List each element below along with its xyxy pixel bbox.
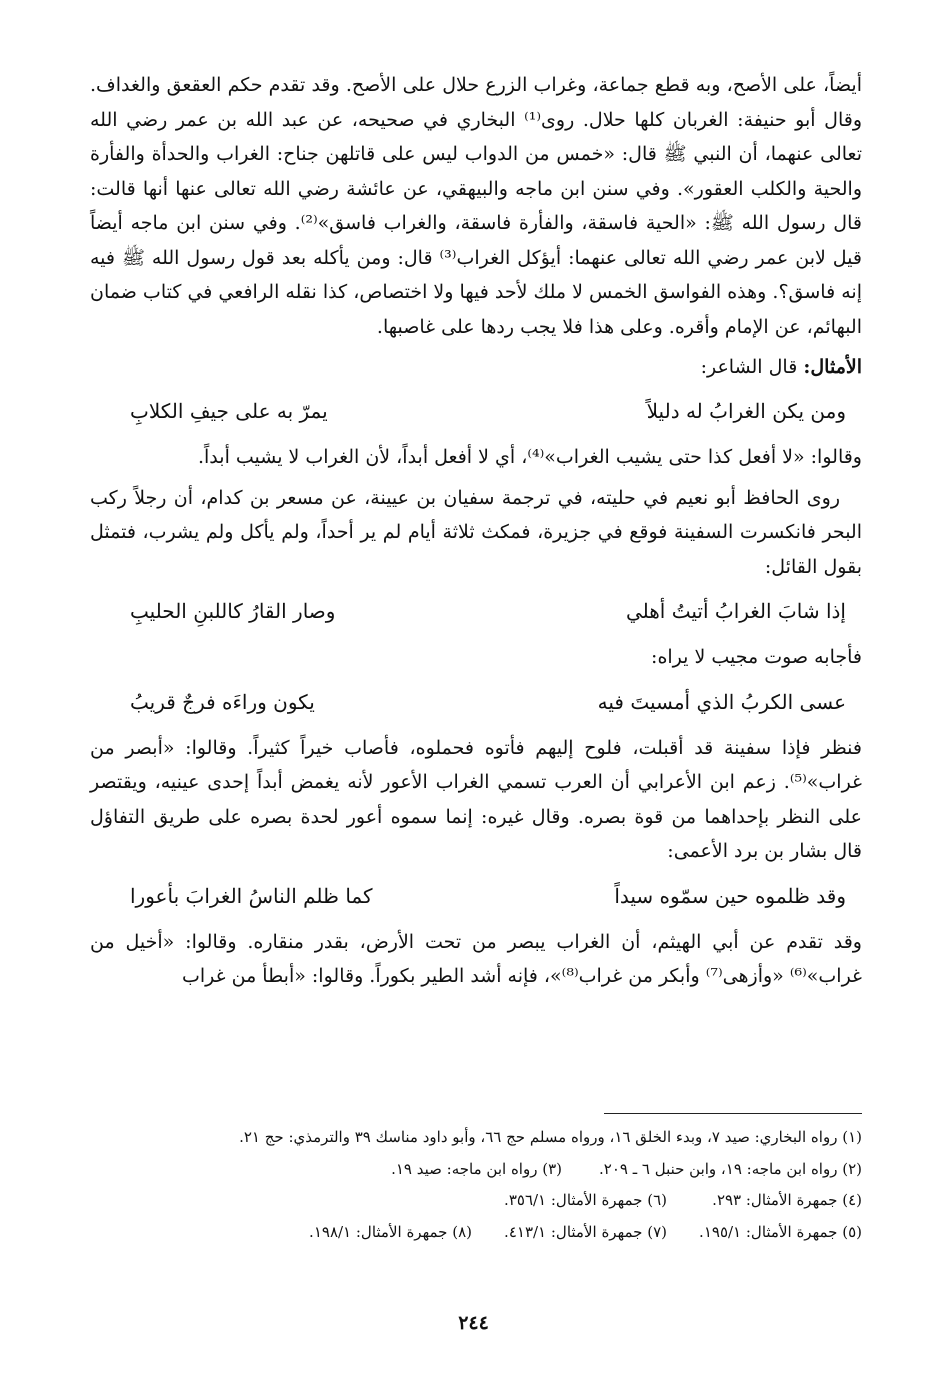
amthal-line [90,350,862,384]
footnote: (٧) جمهرة الأمثال: ٤١٣/١. [504,1222,667,1241]
paragraph: فأجابه صوت مجيب لا يراه: [651,646,862,668]
verse-line [130,394,846,428]
verse-second-hemistich: كما ظلم الناسُ الغرابَ بأعورا [130,883,373,908]
verse-second-hemistich: وصار القارُ كاللبنِ الحليبِ [130,599,336,623]
footnote-separator [604,1113,862,1114]
verse-line [130,594,846,628]
verse-first-hemistich: ومن يكن الغرابُ له دليلاً [646,399,846,423]
verse-second-hemistich: يمرّ به على جيفِ الكلابِ [130,399,328,423]
amthal-heading: الأمثال: [803,356,862,378]
footnote: (٨) جمهرة الأمثال: ١٩٨/١. [309,1222,472,1241]
amthal-intro: قال الشاعر: [700,356,804,378]
verse-first-hemistich: وقد ظلموه حين سمّوه سيداً [614,883,846,908]
footnote: (٥) جمهرة الأمثال: ١٩٥/١. [699,1222,862,1241]
verse-second-hemistich: يكون وراءَه فرجٌ قريبُ [130,689,315,714]
page-number: ٢٤٤ [458,1312,489,1334]
paragraph: وقد تقدم عن أبي الهيثم، أن الغراب يبصر من تحت الأرض، بقدر منقاره. وقالوا: «أخيل من غراب»⁽⁶⁾ «وأزهى⁽⁷⁾ وأبكر من غراب⁽⁸⁾»، فإنه أشد الطير بكوراً. وقالوا: «أبطأ من غراب [90,930,862,987]
footnote: (٣) رواه ابن ماجه: صيد ١٩. [391,1159,562,1178]
footnote-row [90,1154,862,1186]
footnote: (١) رواه البخاري: صيد ٧، وبدء الخلق ١٦، ورواه مسلم حج ٦٦، وأبو داود مناسك ٣٩ والترمذي: حج ٢١. [239,1128,862,1146]
paragraph: أيضاً، على الأصح، وبه قطع جماعة، وغراب الزرع حلال على الأصح. وقد تقدم حكم العقعق والغداف. وقال أبو حنيفة: الغربان كلها حلال. روى⁽¹⁾ البخاري في صحيحه، عن عبد الله بن عمر رضي الله تعالى عنهما، أن النبي ﷺ قال: «خمس من الدواب ليس على قاتلهن جناح: الغراب والحدأة والفأرة والحية والكلب العقور». وفي سنن ابن ماجه والبيهقي، عن عائشة رضي الله تعالى عنها أنها قالت: قال رسول الله ﷺ: «الحية فاسقة، والفأرة فاسقة، والغراب فاسق»⁽²⁾. وفي سنن ابن ماجه أيضاً قيل لابن عمر رضي الله تعالى عنهما: أيؤكل الغراب⁽³⁾ قال: ومن يأكله بعد قول رسول الله ﷺ فيه إنه فاسق؟. وهذه الفواسق الخمس لا ملك لأحد فيها ولا اختصاص، كذا نقله الرافعي في كتاب ضمان البهائم، عن الإمام وأقره. وعلى هذا فلا يجب ردها على غاصبها. [90,74,863,338]
footnote-row [90,1217,862,1249]
paragraph: فنظر فإذا سفينة قد أقبلت، فلوح إليهم فأتوه فحملوه، فأصاب خيراً كثيراً. وقالوا: «أبصر من غراب»⁽⁵⁾. زعم ابن الأعرابي أن العرب تسمي الغراب الأعور لأنه يغمض أبداً إحدى عينيه، ويقتصر على النظر بإحداهما من قوة بصره. وقال غيره: إنما سموه أعور لحدة بصره على طريق التفاؤل قال بشار بن برد الأعمى: [90,736,862,862]
verse-line [130,685,846,719]
footnote: (٢) رواه ابن ماجه: ١٩، وابن حنبل ٦ ـ ٢٠٩. [598,1159,862,1178]
paragraph: وقالوا: «لا أفعل كذا حتى يشيب الغراب»⁽⁴⁾، أي لا أفعل أبداً، لأن الغراب لا يشيب أبداً. [197,446,862,468]
footnote-row [90,1185,862,1217]
footnote: (٤) جمهرة الأمثال: ٢٩٣. [712,1191,862,1209]
footnotes [90,1122,862,1248]
paragraph: روى الحافظ أبو نعيم في حليته، في ترجمة سفيان بن عيينة، عن مسعر بن كدام، أن رجلاً ركب البحر فانكسرت السفينة فوقع في جزيرة، فمكث ثلاثة أيام لم ير أحداً، ولم يأكل ولم يشرب، فتمثل بقول القائل: [90,486,862,578]
page-body [90,68,862,994]
verse-line [130,879,846,913]
verse-first-hemistich: إذا شابَ الغرابُ أتيتُ أهلي [625,599,846,623]
verse-first-hemistich: عسى الكربُ الذي أمسيتَ فيه [597,689,846,714]
footnote: (٦) جمهرة الأمثال: ٣٥٦/١. [504,1191,667,1209]
